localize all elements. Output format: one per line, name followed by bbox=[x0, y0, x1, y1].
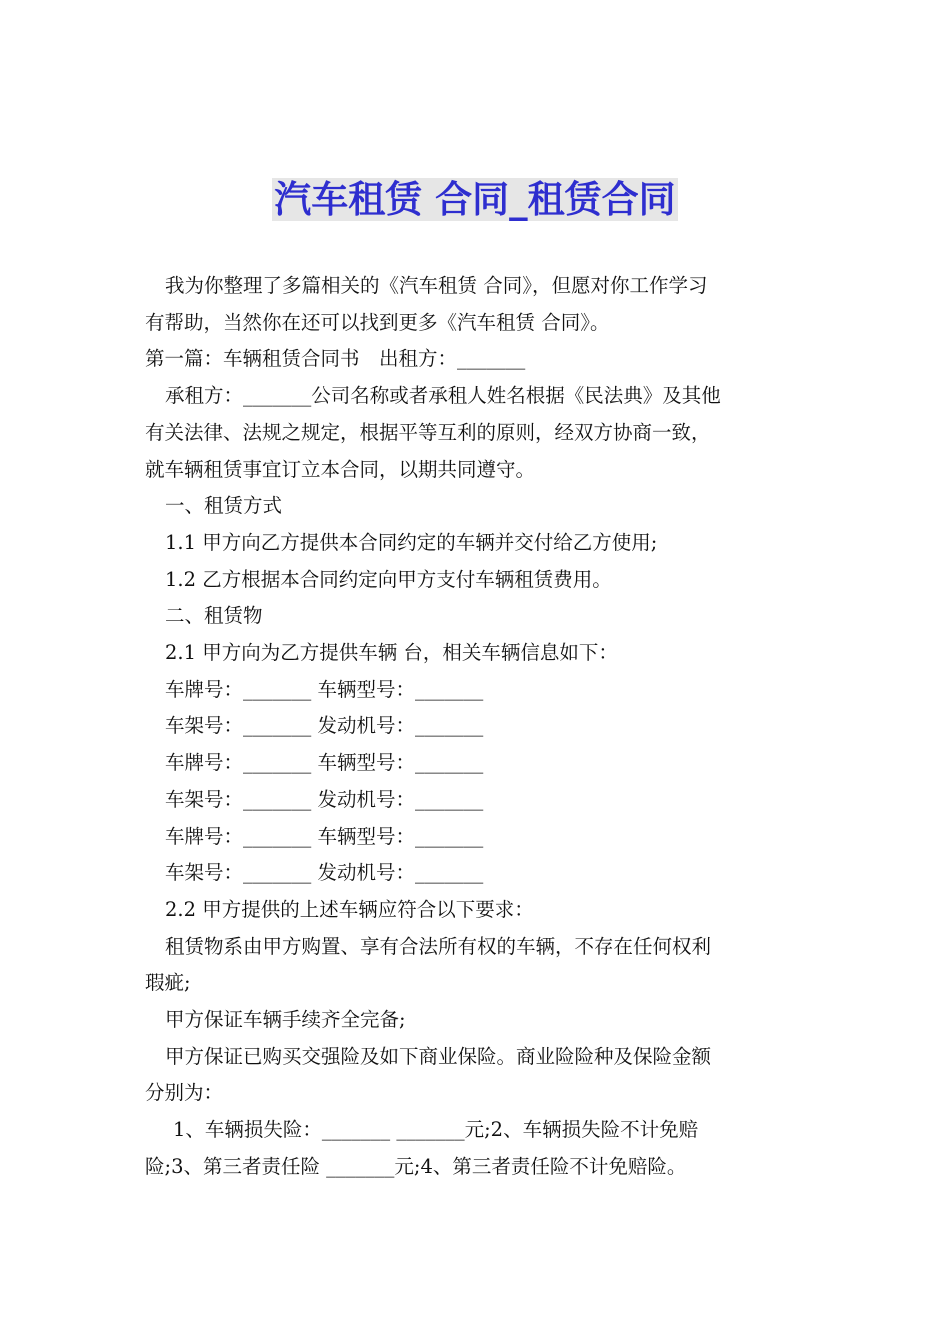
clause-line: 1.2 乙方根据本合同约定向甲方支付车辆租赁费用。 bbox=[165, 567, 612, 591]
paragraph-line: 甲方保证车辆手续齐全完备; bbox=[165, 1008, 406, 1032]
clause-line: 1.1 甲方向乙方提供本合同约定的车辆并交付给乙方使用; bbox=[165, 530, 658, 554]
paragraph-line: 险;3、第三者责任险 _______元;4、第三者责任险不计免赔险。 bbox=[145, 1154, 687, 1178]
vehicle-info-row: 车牌号：_______ 车辆型号：_______ bbox=[165, 677, 484, 701]
paragraph-line: 甲方保证已购买交强险及如下商业保险。商业险险种及保险金额 bbox=[165, 1044, 712, 1068]
clause-line: 2.2 甲方提供的上述车辆应符合以下要求： bbox=[165, 897, 534, 921]
paragraph-line: 有关法律、法规之规定，根据平等互利的原则，经双方协商一致， bbox=[145, 420, 711, 444]
vehicle-info-row: 车牌号：_______ 车辆型号：_______ bbox=[165, 824, 484, 848]
document-body bbox=[145, 268, 810, 1186]
section-heading: 一、租赁方式 bbox=[165, 494, 283, 518]
clause-line: 2.1 甲方向为乙方提供车辆 台，相关车辆信息如下： bbox=[165, 641, 618, 665]
vehicle-info-row: 车牌号：_______ 车辆型号：_______ bbox=[165, 751, 484, 775]
paragraph-line: 瑕疵; bbox=[145, 971, 191, 995]
document-title: 汽车租赁 合同_租赁合同 bbox=[274, 178, 676, 221]
paragraph-line: 我为你整理了多篇相关的《汽车租赁 合同》，但愿对你工作学习 bbox=[165, 274, 708, 297]
paragraph-line: 承租方：_______公司名称或者承租人姓名根据《民法典》及其他 bbox=[165, 384, 721, 408]
paragraph-line: 有帮助，当然你在还可以找到更多《汽车租赁 合同》。 bbox=[145, 310, 610, 334]
vehicle-info-row: 车架号：_______ 发动机号：_______ bbox=[165, 861, 484, 885]
paragraph-line: 就车辆租赁事宜订立本合同，以期共同遵守。 bbox=[145, 457, 536, 481]
paragraph-line: 第一篇：车辆租赁合同书 出租方：_______ bbox=[145, 347, 526, 371]
section-heading: 二、租赁物 bbox=[165, 604, 263, 628]
vehicle-info-row: 车架号：_______ 发动机号：_______ bbox=[165, 787, 484, 811]
vehicle-info-row: 车架号：_______ 发动机号：_______ bbox=[165, 714, 484, 738]
paragraph-line: 1、车辆损失险：_______ _______元;2、车辆损失险不计免赔 bbox=[173, 1118, 699, 1142]
paragraph-line: 租赁物系由甲方购置、享有合法所有权的车辆，不存在任何权利 bbox=[165, 934, 712, 958]
paragraph-line: 分别为： bbox=[145, 1081, 224, 1105]
